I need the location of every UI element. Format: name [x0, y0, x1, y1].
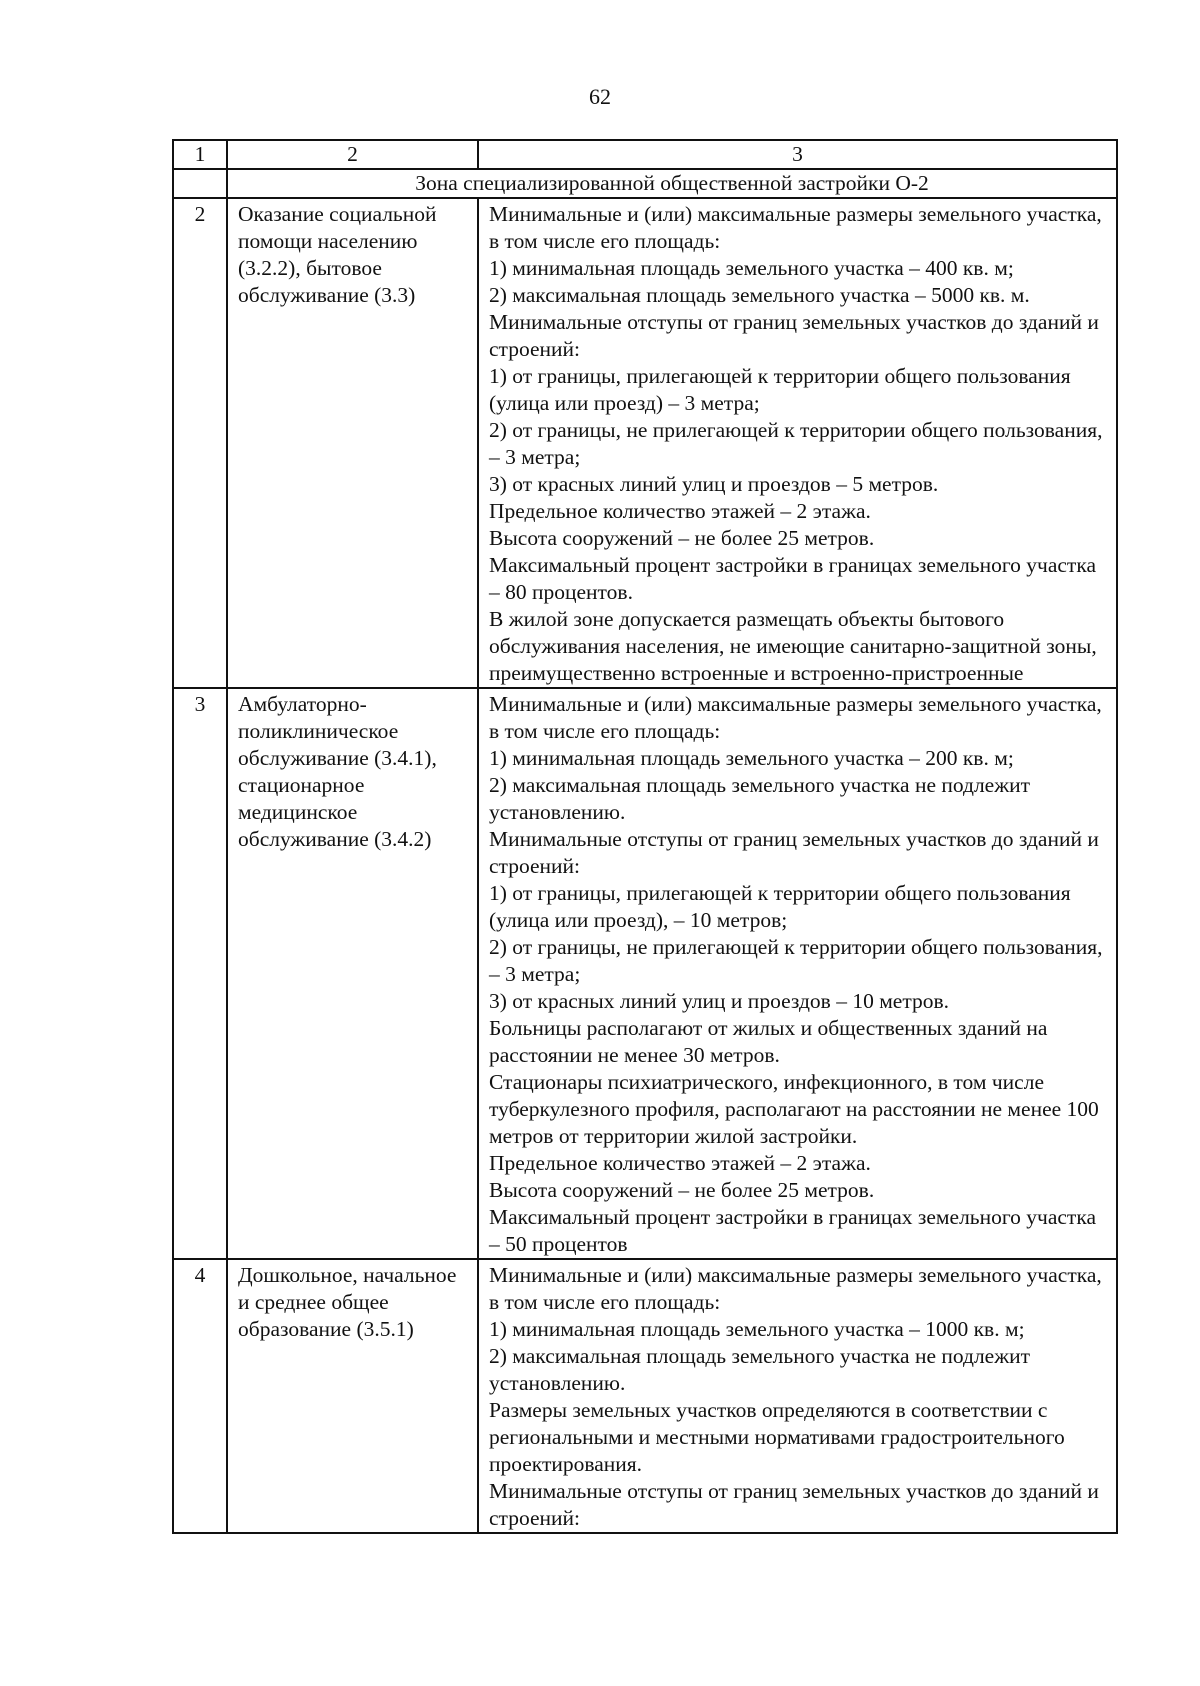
- parameter-line: 2) максимальная площадь земельного участка не подлежит установлению.: [489, 773, 1030, 824]
- parameter-line: 1) минимальная площадь земельного участка – 200 кв. м;: [489, 746, 1014, 770]
- permitted-use: Оказание социальной помощи населению (3.2.2), бытовое обслуживание (3.3): [227, 198, 478, 688]
- permitted-use: Дошкольное, начальное и среднее общее образование (3.5.1): [227, 1259, 478, 1533]
- parameter-line: Высота сооружений – не более 25 метров.: [489, 1178, 875, 1202]
- regulation-parameters: [478, 1259, 1117, 1533]
- table-row: [173, 1259, 1117, 1533]
- parameter-line: Минимальные и (или) максимальные размеры земельного участка, в том числе его площадь:: [489, 1263, 1102, 1314]
- parameter-line: 3) от красных линий улиц и проездов – 10 метров.: [489, 989, 950, 1013]
- parameter-line: 2) от границы, не прилегающей к территории общего пользования, – 3 метра;: [489, 935, 1103, 986]
- parameter-line: В жилой зоне допускается размещать объекты бытового обслуживания населения, не имеющие санитарно-защитной зоны, преимущественно встроенные и встроенно-пристроенные: [489, 607, 1097, 685]
- parameter-line: Минимальные и (или) максимальные размеры земельного участка, в том числе его площадь:: [489, 692, 1102, 743]
- parameter-line: Минимальные отступы от границ земельных участков до зданий и строений:: [489, 310, 1099, 361]
- regulation-parameters: [478, 688, 1117, 1259]
- table-row: [173, 688, 1117, 1259]
- parameter-line: 1) минимальная площадь земельного участка – 1000 кв. м;: [489, 1317, 1025, 1341]
- parameter-line: 2) максимальная площадь земельного участка – 5000 кв. м.: [489, 283, 1030, 307]
- row-number: 3: [173, 688, 227, 1259]
- parameter-line: Максимальный процент застройки в границах земельного участка – 80 процентов.: [489, 553, 1096, 604]
- parameter-line: Больницы располагают от жилых и общественных зданий на расстоянии не менее 30 метров.: [489, 1016, 1048, 1067]
- column-number-row: [173, 140, 1117, 169]
- parameter-line: 1) минимальная площадь земельного участка – 400 кв. м;: [489, 256, 1014, 280]
- regulation-parameters: [478, 198, 1117, 688]
- parameter-line: Предельное количество этажей – 2 этажа.: [489, 499, 871, 523]
- column-number-2: 2: [227, 140, 478, 169]
- zone-title-row: [173, 169, 1117, 198]
- page-number: 62: [589, 84, 611, 109]
- column-number-1: 1: [173, 140, 227, 169]
- parameter-line: Стационары психиатрического, инфекционного, в том числе туберкулезного профиля, располагают на расстоянии не менее 100 метров от территории жилой застройки.: [489, 1070, 1099, 1148]
- parameter-line: Максимальный процент застройки в границах земельного участка – 50 процентов: [489, 1205, 1096, 1256]
- table-row: [173, 198, 1117, 688]
- parameter-line: 3) от красных линий улиц и проездов – 5 метров.: [489, 472, 939, 496]
- zoning-regulations-table: [172, 139, 1118, 1534]
- row-number: 4: [173, 1259, 227, 1533]
- parameter-line: 2) от границы, не прилегающей к территории общего пользования, – 3 метра;: [489, 418, 1103, 469]
- parameter-line: Минимальные отступы от границ земельных участков до зданий и строений:: [489, 1479, 1099, 1530]
- row-number: 2: [173, 198, 227, 688]
- parameter-line: Размеры земельных участков определяются в соответствии с региональными и местными нормативами градостроительного проектирования.: [489, 1398, 1065, 1476]
- parameter-line: Высота сооружений – не более 25 метров.: [489, 526, 875, 550]
- parameter-line: Минимальные отступы от границ земельных участков до зданий и строений:: [489, 827, 1099, 878]
- parameter-line: 2) максимальная площадь земельного участка не подлежит установлению.: [489, 1344, 1030, 1395]
- zone-title: Зона специализированной общественной застройки О-2: [227, 169, 1117, 198]
- parameter-line: 1) от границы, прилегающей к территории общего пользования (улица или проезд) – 3 метра;: [489, 364, 1071, 415]
- permitted-use: Амбулаторно-поликлиническое обслуживание (3.4.1), стационарное медицинское обслуживание (3.4.2): [227, 688, 478, 1259]
- column-number-3: 3: [478, 140, 1117, 169]
- parameter-line: Предельное количество этажей – 2 этажа.: [489, 1151, 871, 1175]
- parameter-line: Минимальные и (или) максимальные размеры земельного участка, в том числе его площадь:: [489, 202, 1102, 253]
- parameter-line: 1) от границы, прилегающей к территории общего пользования (улица или проезд), – 10 метров;: [489, 881, 1071, 932]
